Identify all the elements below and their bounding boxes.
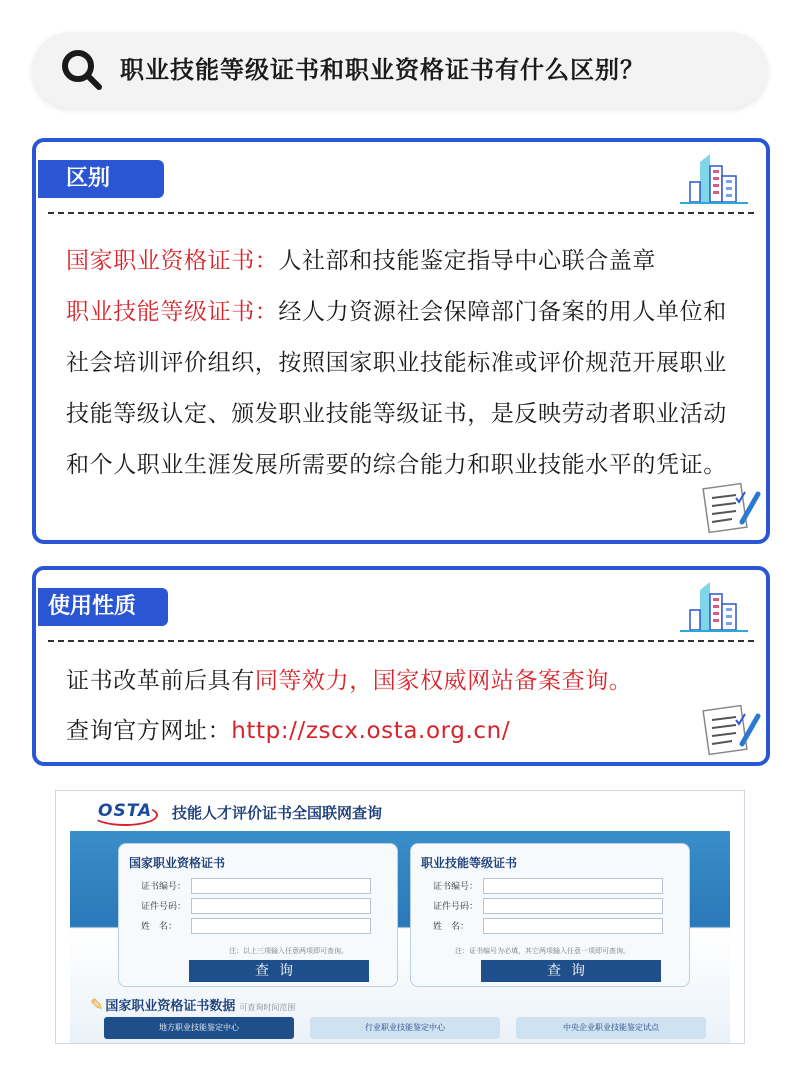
panel-note: 注：证书编号为必填，其它两项输入任意一项即可查询。	[455, 947, 630, 955]
field-label: 姓 名：	[433, 922, 470, 932]
tab-local-center[interactable]: 地方职业技能鉴定中心	[104, 1017, 294, 1039]
skill-cert-text: 经人力资源社会保障部门备案的用人单位和社会培训评价组织，按照国家职业技能标准或评价规范开展职业技能等级认定、颁发职业技能等级证书，是反映劳动者职业活动和个人职业生涯发展所需要的综合能力和职业技能水平的凭证。	[66, 299, 727, 478]
query-button[interactable]: 查询	[189, 960, 369, 982]
field-label: 证书编号：	[141, 882, 187, 892]
query-button[interactable]: 查询	[481, 960, 661, 982]
usage-text	[66, 656, 746, 756]
skill-query-panel	[410, 843, 690, 987]
url-label: 查询官方网址：	[66, 718, 232, 744]
cert-number-input[interactable]	[483, 878, 663, 894]
site-title: 技能人才评价证书全国联网查询	[172, 804, 383, 822]
dashed-divider	[48, 212, 754, 214]
site-header	[56, 791, 744, 831]
search-question: 职业技能等级证书和职业资格证书有什么区别？	[120, 56, 645, 84]
difference-text	[66, 236, 746, 491]
data-bar	[90, 995, 295, 1014]
panel-title: 职业技能等级证书	[421, 856, 518, 870]
checklist-pen-icon	[702, 698, 762, 758]
skill-cert-label: 职业技能等级证书：	[66, 299, 279, 325]
cert-number-input[interactable]	[191, 878, 371, 894]
panel-note: 注：以上三项输入任意两项即可查询。	[229, 947, 348, 955]
name-input[interactable]	[191, 918, 371, 934]
field-label: 证件号码：	[433, 902, 479, 912]
checklist-pen-icon	[702, 476, 762, 536]
usage-prefix: 证书改革前后具有	[66, 668, 255, 694]
difference-card	[32, 138, 770, 544]
usage-card	[32, 566, 770, 766]
field-label: 证书编号：	[433, 882, 479, 892]
official-url-link[interactable]: http://zscx.osta.org.cn/	[231, 718, 511, 744]
data-bar-sub: 可查询时间范围	[239, 1003, 296, 1012]
qualification-cert-text: 人社部和技能鉴定指导中心联合盖章	[278, 248, 657, 274]
data-bar-title: 国家职业资格证书数据	[105, 999, 236, 1014]
field-label: 姓 名：	[141, 922, 178, 932]
center-tabs	[104, 1017, 714, 1039]
buildings-icon	[680, 152, 748, 208]
difference-tag: 区别	[38, 160, 164, 198]
usage-tag: 使用性质	[38, 588, 168, 626]
search-icon	[60, 48, 104, 92]
field-label: 证件号码：	[141, 902, 187, 912]
panel-title: 国家职业资格证书	[129, 856, 226, 870]
buildings-icon	[680, 580, 748, 636]
tab-industry-center[interactable]: 行业职业技能鉴定中心	[310, 1017, 500, 1039]
data-mark-icon: ✎	[90, 995, 104, 1014]
qualification-query-panel	[118, 843, 398, 987]
tab-central-enterprise[interactable]: 中央企业职业技能鉴定试点	[516, 1017, 706, 1039]
name-input[interactable]	[483, 918, 663, 934]
search-bar[interactable]	[32, 32, 768, 108]
id-number-input[interactable]	[483, 898, 663, 914]
osta-logo: OSTA	[98, 801, 153, 821]
id-number-input[interactable]	[191, 898, 371, 914]
dashed-divider	[48, 640, 754, 642]
query-site-screenshot	[55, 790, 745, 1044]
qualification-cert-label: 国家职业资格证书：	[66, 248, 279, 274]
usage-highlight: 同等效力，国家权威网站备案查询。	[254, 668, 633, 694]
